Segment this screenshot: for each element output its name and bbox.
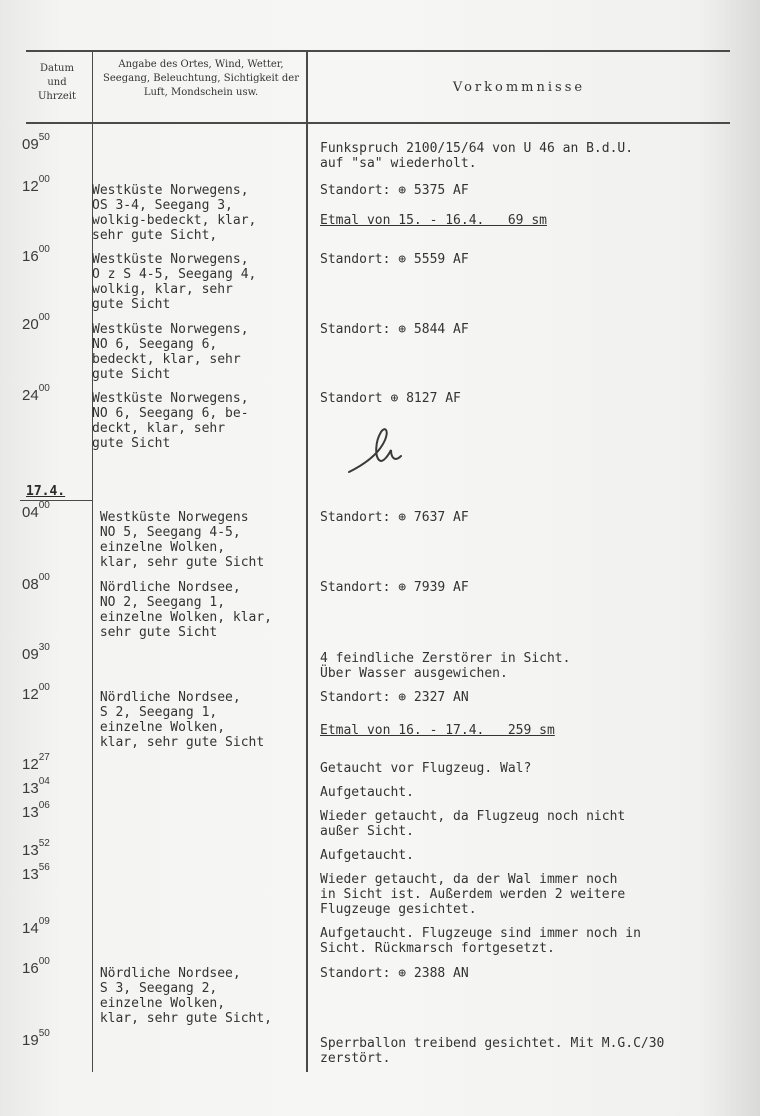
- time-entry: $12^{00}$: [22, 174, 50, 195]
- event-entry: Aufgetaucht. Flugzeuge sind immer noch in Sicht. Rückmarsch fortgesetzt.: [320, 926, 641, 956]
- time-entry: $09^{30}$: [22, 642, 50, 663]
- event-entry: Standort: ⊕ 5375 AF: [320, 183, 469, 198]
- event-entry: Standort ⊕ 8127 AF: [320, 391, 461, 406]
- top-rule: [26, 50, 730, 52]
- time-entry: $13^{52}$: [22, 838, 50, 859]
- time-entry: $16^{00}$: [22, 956, 50, 977]
- place-entry: Nördliche Nordsee, S 2, Seegang 1, einzelne Wolken, klar, sehr gute Sicht: [99, 690, 265, 750]
- event-entry: Etmal von 16. - 17.4. 259 sm: [320, 723, 555, 738]
- time-entry: $14^{09}$: [22, 916, 50, 937]
- time-entry: $19^{50}$: [22, 1028, 50, 1049]
- place-entry: Nördliche Nordsee, S 3, Seegang 2, einzelne Wolken, klar, sehr gute Sicht,: [99, 966, 273, 1026]
- event-entry: Aufgetaucht.: [320, 848, 414, 863]
- time-entry: $08^{00}$: [22, 572, 50, 593]
- event-entry: Standort: ⊕ 7637 AF: [320, 510, 469, 525]
- time-entry: $16^{00}$: [22, 244, 50, 265]
- event-entry: Standort: ⊕ 5844 AF: [320, 322, 469, 337]
- time-entry: $12^{00}$: [22, 682, 50, 703]
- event-entry: Aufgetaucht.: [320, 785, 414, 800]
- event-entry: Funkspruch 2100/15/64 von U 46 an B.d.U. auf "sa" wiederholt.: [320, 141, 634, 171]
- header-date-column: Datum und Uhrzeit: [37, 63, 77, 102]
- signature-mark: [345, 420, 415, 480]
- time-entry: $13^{04}$: [22, 776, 50, 797]
- event-entry: Wieder getaucht, da der Wal immer noch in Sicht ist. Außerdem werden 2 weitere Flugzeuge gesichtet.: [320, 872, 626, 917]
- event-entry: Sperrballon treibend gesichtet. Mit M.G.C/30 zerstört.: [320, 1036, 665, 1066]
- header-place-column: Angabe des Ortes, Wind, Wetter, Seegang, Beleuchtung, Sichtigkeit der Luft, Mondschein usw.: [103, 59, 299, 98]
- time-entry: $20^{00}$: [22, 312, 50, 333]
- event-entry: Wieder getaucht, da Flugzeug noch nicht außer Sicht.: [320, 809, 626, 839]
- time-entry: $04^{00}$: [22, 500, 50, 521]
- place-entry: Westküste Norwegens, OS 3-4, Seegang 3, wolkig-bedeckt, klar, sehr gute Sicht,: [92, 183, 257, 243]
- event-entry: Standort: ⊕ 7939 AF: [320, 580, 469, 595]
- time-entry: $13^{06}$: [22, 800, 50, 821]
- place-entry: Nördliche Nordsee, NO 2, Seegang 1, einzelne Wolken, klar, sehr gute Sicht: [99, 580, 273, 640]
- date-marker-rule: [20, 500, 92, 501]
- time-entry: $09^{50}$: [22, 132, 50, 153]
- header-events-column: Vorkommnisse: [452, 80, 586, 95]
- time-entry: $12^{27}$: [22, 752, 50, 773]
- place-entry: Westküste Norwegens NO 5, Seegang 4-5, einzelne Wolken, klar, sehr gute Sicht: [99, 510, 265, 570]
- event-entry: 4 feindliche Zerstörer in Sicht. Über Wasser ausgewichen.: [320, 651, 571, 681]
- event-entry: Standort: ⊕ 2327 AN: [320, 690, 469, 705]
- place-entry: Westküste Norwegens, O z S 4-5, Seegang 4, wolkig, klar, sehr gute Sicht: [92, 252, 257, 312]
- place-entry: Westküste Norwegens, NO 6, Seegang 6, bedeckt, klar, sehr gute Sicht: [92, 322, 249, 382]
- header-rule: [26, 122, 730, 124]
- date-marker: 17.4.: [26, 484, 66, 499]
- event-entry: Standort: ⊕ 2388 AN: [320, 966, 469, 981]
- time-entry: $24^{00}$: [22, 383, 50, 404]
- event-entry: Standort: ⊕ 5559 AF: [320, 252, 469, 267]
- event-entry: Getaucht vor Flugzeug. Wal?: [320, 761, 532, 776]
- place-entry: Westküste Norwegens, NO 6, Seegang 6, be- deckt, klar, sehr gute Sicht: [92, 391, 249, 451]
- event-entry: Etmal von 15. - 16.4. 69 sm: [320, 213, 547, 228]
- time-entry: $13^{56}$: [22, 862, 50, 883]
